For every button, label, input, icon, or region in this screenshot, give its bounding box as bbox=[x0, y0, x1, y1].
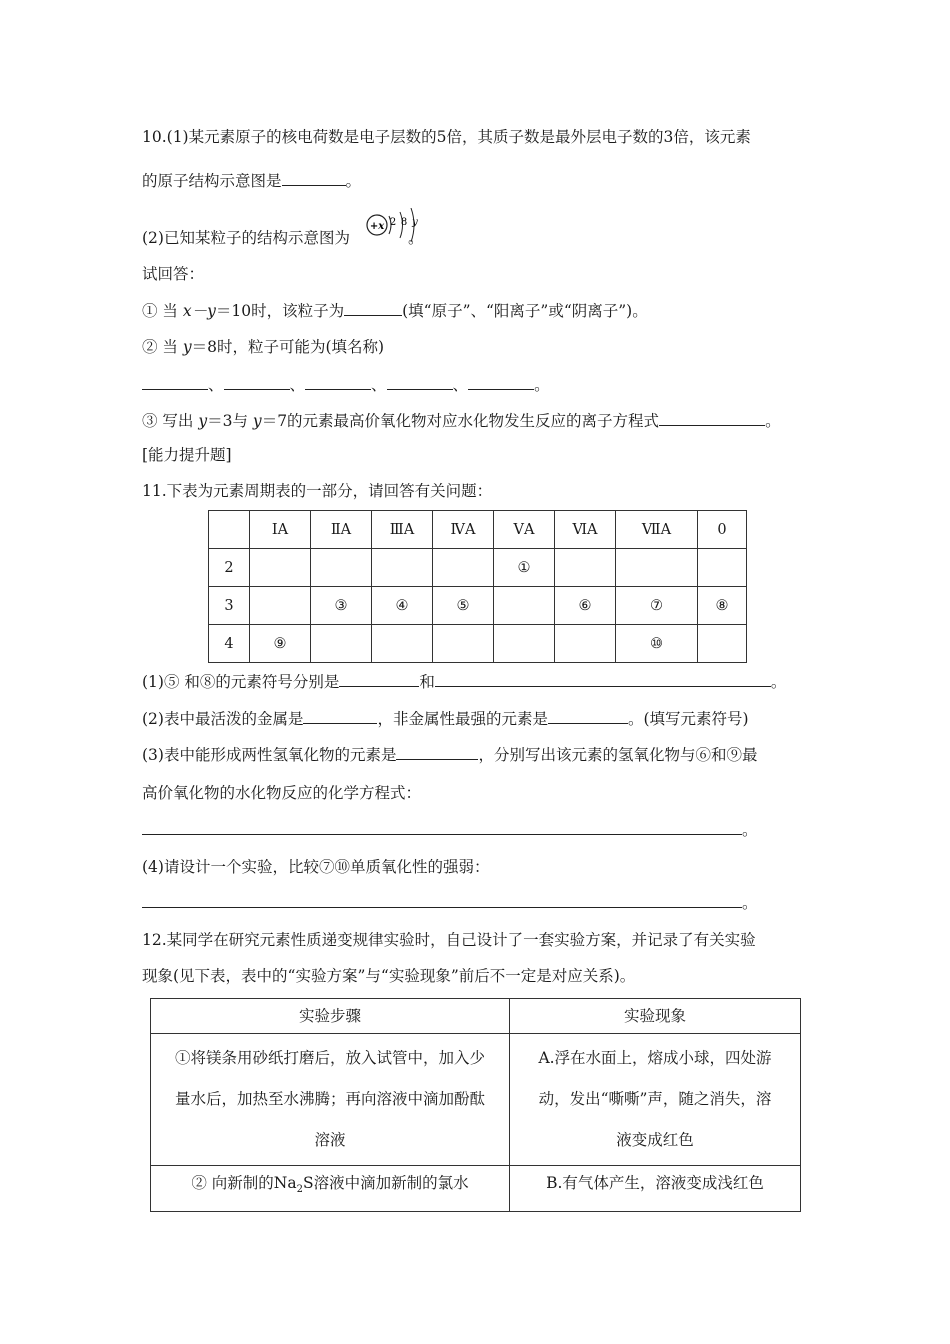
table-row bbox=[209, 549, 747, 587]
q11-part3-answer bbox=[142, 820, 758, 840]
table-cell bbox=[311, 625, 372, 663]
table-cell bbox=[433, 549, 494, 587]
table-header-cell: 实验步骤 bbox=[151, 999, 510, 1034]
table-header-cell: ⅣA bbox=[433, 511, 494, 549]
part4-end: 。 bbox=[742, 894, 758, 912]
separator: 、 bbox=[208, 376, 224, 394]
item1-prefix: ① 当 bbox=[142, 302, 183, 320]
answer-blank bbox=[396, 745, 478, 760]
item3-text2: ＝7的元素最高价氧化物对应水化物发生反应的离子方程式 bbox=[261, 412, 660, 430]
shell2-count: 8 bbox=[400, 217, 408, 228]
table-cell bbox=[372, 549, 433, 587]
step-text2: S溶液中滴加新制的氯水 bbox=[302, 1174, 469, 1192]
answer-blank bbox=[142, 820, 742, 835]
observation-line: 液变成红色 bbox=[616, 1131, 694, 1149]
answer-blank bbox=[339, 672, 419, 687]
q12-line2: 现象(见下表，表中的“实验方案”与“实验现象”前后不一定是对应关系)。 bbox=[142, 967, 636, 985]
item3-var1: y bbox=[198, 412, 208, 430]
table-cell: ⑦ bbox=[616, 587, 698, 625]
answer-blank bbox=[659, 411, 765, 426]
table-cell bbox=[555, 549, 616, 587]
item3-var2: y bbox=[252, 412, 262, 430]
table-cell: 4 bbox=[209, 625, 250, 663]
table-row bbox=[209, 625, 747, 663]
table-header-cell: ⅦA bbox=[616, 511, 698, 549]
table-header-cell: 0 bbox=[698, 511, 747, 549]
table-header-cell bbox=[209, 511, 250, 549]
answer-blank bbox=[142, 893, 742, 908]
table-header-cell: ⅢA bbox=[372, 511, 433, 549]
table-header-row bbox=[209, 511, 747, 549]
q10-ask: 试回答： bbox=[142, 265, 205, 283]
table-cell bbox=[494, 625, 555, 663]
table-cell: ① bbox=[494, 549, 555, 587]
q10-line2 bbox=[142, 171, 361, 191]
table-cell: 3 bbox=[209, 587, 250, 625]
table-cell: 2 bbox=[209, 549, 250, 587]
answer-blank bbox=[468, 375, 534, 390]
item3-text1: ＝3与 bbox=[207, 412, 253, 430]
table-row bbox=[209, 587, 747, 625]
table-cell: ⑧ bbox=[698, 587, 747, 625]
table-cell: ⑨ bbox=[250, 625, 311, 663]
answer-blank bbox=[305, 375, 371, 390]
q11-part3 bbox=[142, 745, 757, 765]
part3-text1: (3)表中能形成两性氢氧化物的元素是 bbox=[142, 746, 397, 764]
step-subscript: 2 bbox=[296, 1184, 303, 1196]
part3-text2: ，分别写出该元素的氢氧化物与⑥和⑨最 bbox=[478, 746, 758, 764]
table-header-cell: ⅤA bbox=[494, 511, 555, 549]
table-cell: B.有气体产生，溶液变成浅红色 bbox=[510, 1166, 801, 1212]
table-header-cell: ⅠA bbox=[250, 511, 311, 549]
table-cell bbox=[510, 1034, 801, 1166]
q10-line2-end: 。 bbox=[345, 172, 362, 190]
table-cell: ⑩ bbox=[616, 625, 698, 663]
answer-blank bbox=[303, 709, 377, 724]
q10-item1 bbox=[142, 301, 648, 321]
q12-line1: 12.某同学在研究元素性质递变规律实验时，自己设计了一套实验方案，并记录了有关实验 bbox=[142, 931, 756, 949]
table-cell bbox=[372, 625, 433, 663]
q10-item2 bbox=[142, 337, 384, 357]
part1-text: (1)⑤ 和⑧的元素符号分别是 bbox=[142, 673, 340, 691]
item1-hint: (填“原子”、“阳离子”或“阴离子”)。 bbox=[402, 302, 648, 320]
separator: 、 bbox=[452, 376, 469, 394]
q11-part2 bbox=[142, 709, 749, 729]
q11-part1 bbox=[142, 672, 786, 692]
q11-part4: (4)请设计一个实验，比较⑦⑩单质氧化性的强弱： bbox=[142, 858, 490, 876]
q10-line1: 10.(1)某元素原子的核电荷数是电子层数的5倍，其质子数是最外层电子数的3倍，该元素 bbox=[142, 128, 751, 146]
item2-var: y bbox=[182, 338, 192, 356]
table-header-row bbox=[151, 999, 801, 1034]
q10-line2-text: 的原子结构示意图是 bbox=[142, 172, 282, 190]
table-cell bbox=[616, 549, 698, 587]
item1-var: x－y bbox=[182, 302, 216, 320]
experiment-table bbox=[150, 998, 801, 1212]
part2-text2: ，非金属性最强的元素是 bbox=[377, 710, 548, 728]
answer-blank bbox=[548, 709, 628, 724]
q11-part3-line2: 高价氧化物的水化物反应的化学方程式： bbox=[142, 784, 422, 802]
step-line: 溶液 bbox=[314, 1131, 346, 1149]
item3-end: 。 bbox=[765, 412, 781, 430]
part2-hint: 。(填写元素符号) bbox=[627, 710, 749, 728]
table-cell: ③ bbox=[311, 587, 372, 625]
table-cell: ⑥ bbox=[555, 587, 616, 625]
table-cell bbox=[433, 625, 494, 663]
separator: 、 bbox=[289, 376, 306, 394]
table-cell bbox=[250, 587, 311, 625]
table-row bbox=[151, 1166, 801, 1212]
table-header-cell: ⅥA bbox=[555, 511, 616, 549]
table-cell bbox=[698, 625, 747, 663]
answer-blank bbox=[387, 375, 453, 390]
q10-part2-end: 。 bbox=[407, 229, 424, 247]
section-heading: [能力提升题] bbox=[142, 446, 232, 464]
table-cell bbox=[151, 1166, 510, 1212]
part1-and: 和 bbox=[419, 673, 435, 691]
table-cell bbox=[698, 549, 747, 587]
table-cell bbox=[250, 549, 311, 587]
item2-prefix: ② 当 bbox=[142, 338, 183, 356]
table-cell: ⑤ bbox=[433, 587, 494, 625]
separator: 、 bbox=[371, 376, 387, 394]
table-cell: ④ bbox=[372, 587, 433, 625]
q11-title: 11.下表为元素周期表的一部分，请回答有关问题： bbox=[142, 482, 493, 500]
shell1-count: 2 bbox=[389, 217, 397, 228]
answer-blank bbox=[344, 301, 402, 316]
table-cell bbox=[151, 1034, 510, 1166]
item2-text: ＝8时，粒子可能为(填名称) bbox=[191, 338, 385, 356]
answer-blank bbox=[435, 672, 771, 687]
answer-blank bbox=[142, 375, 208, 390]
answer-blank bbox=[224, 375, 290, 390]
line-end: 。 bbox=[534, 376, 550, 394]
item3-prefix: ③ 写出 bbox=[142, 412, 199, 430]
table-cell bbox=[555, 625, 616, 663]
answer-blank bbox=[282, 171, 346, 186]
table-cell bbox=[311, 549, 372, 587]
part1-end: 。 bbox=[770, 673, 787, 691]
step-text1: ② 向新制的Na bbox=[191, 1174, 297, 1192]
q11-part4-answer bbox=[142, 893, 758, 913]
observation-line: A.浮在水面上，熔成小球，四处游 bbox=[538, 1049, 772, 1067]
part2-text1: (2)表中最活泼的金属是 bbox=[142, 710, 304, 728]
table-row bbox=[151, 1034, 801, 1166]
q10-part2-text: (2)已知某粒子的结构示意图为 bbox=[142, 229, 350, 247]
shell3-count: y bbox=[412, 217, 418, 228]
table-header-cell: ⅡA bbox=[311, 511, 372, 549]
q10-item3 bbox=[142, 411, 781, 431]
table-cell bbox=[494, 587, 555, 625]
step-line: 量水后，加热至水沸腾；再向溶液中滴加酚酞 bbox=[174, 1090, 485, 1108]
step-line: ①将镁条用砂纸打磨后，放入试管中，加入少 bbox=[174, 1049, 485, 1067]
atom-structure-diagram bbox=[364, 208, 424, 246]
observation-line: 动，发出“嘶嘶”声，随之消失，溶 bbox=[538, 1090, 772, 1108]
nucleus-charge: +x bbox=[369, 221, 385, 232]
periodic-table bbox=[208, 510, 747, 663]
q10-item2-blanks bbox=[142, 375, 550, 395]
item1-text: ＝10时，该粒子为 bbox=[215, 302, 345, 320]
table-header-cell: 实验现象 bbox=[510, 999, 801, 1034]
part3-end: 。 bbox=[742, 821, 758, 839]
